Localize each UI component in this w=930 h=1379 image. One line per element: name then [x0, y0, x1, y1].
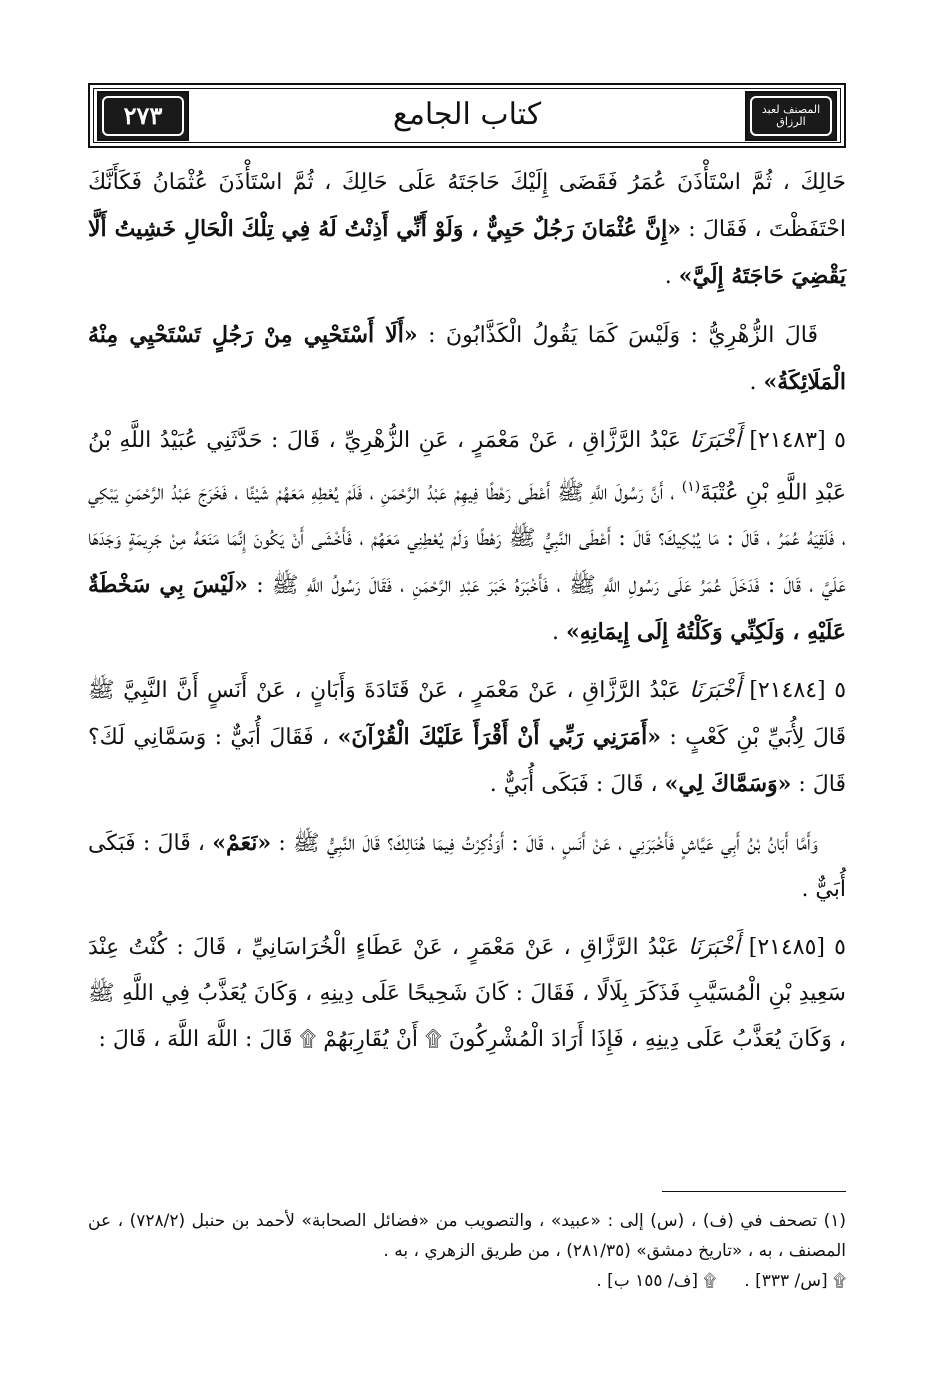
text: . [552, 620, 567, 646]
text: حَالِكَ ، ثُمَّ اسْتَأْذَنَ عُمَرُ فَقَضَى إِلَيْكَ حَاجَتَهُ عَلَى حَالِكَ ، ثُمَّ اسْتَأْذَنَ عُثْمَانُ فَكَأَنَّكَ احْتَفَظْتَ ، فَقَالَ : [88, 170, 846, 242]
publication-title: المصنف لعبد الرزاق [761, 102, 821, 128]
hadith-21485 [88, 925, 846, 1063]
text: عَبْدُ الرَّزَّاقِ ، عَنْ مَعْمَرٍ ، عَنْ عَطَاءٍ الْخُرَاسَانِيِّ ، قَالَ : كُنْتُ عِنْدَ سَعِيدِ بْنِ الْمُسَيَّبِ فَذَكَرَ بِلَالًا ، فَقَالَ : كَانَ شَحِيحًا عَلَى دِينِهِ ، وَكَانَ يُعَذَّبُ فِي اللَّهِ ﷺ ، وَكَانَ يُعَذَّبُ عَلَى دِينِهِ ، فَإِذَا أَرَادَ الْمُشْرِكُونَ ۩ أَنْ يُقَارِبَهُمْ ۩ قَالَ : اللَّهَ اللَّهَ ، قَالَ : [88, 935, 846, 1053]
paragraph-aban [88, 820, 846, 913]
footnote-ref[interactable]: (١) [681, 479, 701, 495]
text: وَأَمَّا أَبَانُ بْنُ أَبِي عَيَّاشٍ فَأَخْبَرَنِي ، عَنْ أَنَسٍ ، قَالَ : أَوَذُكِرْتُ فِيمَا هُنَالِكَ؟ قَالَ النَّبِيُّ ﷺ : [278, 831, 819, 857]
text: قَالَ الزُّهْرِيُّ : وَلَيْسَ كَمَا يَقُولُ الْكَذَّابُونَ : [428, 323, 818, 348]
text: ، أَنَّ رَسُولَ اللَّهِ ﷺ أَعْطَى رَهْطًا فِيهِمْ عَبْدُ الرَّحْمَنِ ، فَلَمْ يُعْطِهِ مَعَهُمْ شَيْئًا ، فَخَرَجَ عَبْدُ الرَّحْمَنِ يَبْكِي ، فَلَقِيَهُ عُمَرُ ، قَالَ : مَا يُبْكِيكَ؟ قَالَ : أَعْطَى النَّبِيُّ ﷺ رَهْطًا وَلَمْ يُعْطِنِي مَعَهُمْ ، فَأَخْشَى أَنْ يَكُونَ إِنَّمَا مَنَعَهُ مِنْ جَرِيمَةٍ وَجَدَهَا عَلَيَّ ، قَالَ : فَدَخَلَ عُمَرُ عَلَى رَسُولِ اللَّهِ ﷺ ، فَأَخْبَرَهُ خَبَرَ عَبْدِ الرَّحْمَنِ ، فَقَالَ رَسُولُ اللَّهِ ﷺ : [88, 480, 846, 599]
footnote-1: (١) تصحف في (ف) ، (س) إلى : «عبيد» ، والتصويب من «فضائل الصحابة» لأحمد بن حنبل (٧٢٨/٢) ، عن المصنف ، به ، «تاريخ دمشق» (٢٨١/٣٥) ، من طريق الزهري ، به . [88, 1211, 846, 1261]
text: . [749, 370, 764, 395]
manuscript-mark-s: ۩ [س/ ٣٣٣] . [744, 1271, 846, 1291]
main-text [88, 160, 846, 1075]
hadith-number: ٥ [٢١٤٨٤] [749, 678, 847, 704]
quote: «أَلَا أَسْتَحْيِي مِنْ رَجُلٍ تَسْتَحْيِي مِنْهُ الْمَلَائِكَةُ» [88, 322, 846, 395]
text: ، قَالَ : فَبَكَى أُبَيٌّ . [489, 772, 658, 798]
akhbarana-label: أَخْبَرَنَا [689, 678, 741, 704]
footnote-divider [662, 1191, 846, 1192]
page-number: ٢٧٣ [123, 100, 163, 130]
footnotes [88, 1206, 846, 1296]
manuscript-marks [88, 1266, 846, 1296]
akhbarana-label: أَخْبَرَنَا [689, 428, 741, 453]
book-title: كتاب الجامع [392, 97, 542, 132]
text: . [664, 264, 679, 289]
prophetic-quote: «نَعَمْ» [212, 830, 272, 857]
prophetic-quote: «وَسَمَّاكَ لِي» [664, 771, 792, 798]
prophetic-quote: «إِنَّ عُثْمَانَ رَجُلٌ حَيِيٌّ ، وَلَوْ أَنِّي أَذِنْتُ لَهُ فِي تِلْكَ الْحَالِ خَشِيتُ أَلَّا يَقْضِيَ حَاجَتَهُ إِلَيَّ» [88, 216, 846, 289]
hadith-21483 [88, 418, 846, 656]
manuscript-mark-f: ۩ [ف/ ١٥٥ ب] . [596, 1271, 717, 1291]
hadith-number: ٥ [٢١٤٨٥] [748, 935, 846, 961]
paragraph-zuhri [88, 312, 846, 406]
hadith-21484 [88, 668, 846, 808]
text: ، فَقَالَ أُبَيٌّ : وَسَمَّانِي لَكَ؟ قَالَ : [88, 725, 846, 798]
page-number-badge [97, 91, 189, 141]
prophetic-quote: «لَيْسَ بِي سَخْطَةٌ عَلَيْهِ ، وَلَكِنِّي وَكَلْتُهُ إِلَى إِيمَانِهِ» [88, 572, 846, 646]
akhbarana-label: أَخْبَرَنَا [688, 935, 740, 961]
page-header [88, 83, 846, 148]
prophetic-quote: «أَمَرَنِي رَبِّي أَنْ أَقْرَأَ عَلَيْكَ الْقُرْآنَ» [337, 724, 661, 751]
hadith-number: ٥ [٢١٤٨٣] [749, 428, 846, 453]
paragraph-continuation [88, 160, 846, 300]
text: عَبْدُ الرَّزَّاقِ ، عَنْ مَعْمَرٍ ، عَنْ قَتَادَةَ وَأَبَانٍ ، عَنْ أَنَسٍ أَنَّ النَّبِيَّ ﷺ قَالَ لِأُبَيِّ بْنِ كَعْبٍ : [88, 678, 847, 751]
text: ، قَالَ : فَبَكَى أُبَيٌّ . [88, 831, 846, 903]
text: عَبْدُ الرَّزَّاقِ ، عَنْ مَعْمَرٍ ، عَنِ الزُّهْرِيِّ ، قَالَ : حَدَّثَنِي عُبَيْدُ اللَّهِ بْنُ عَبْدِ اللَّهِ بْنِ عُتْبَةَ [88, 428, 846, 506]
